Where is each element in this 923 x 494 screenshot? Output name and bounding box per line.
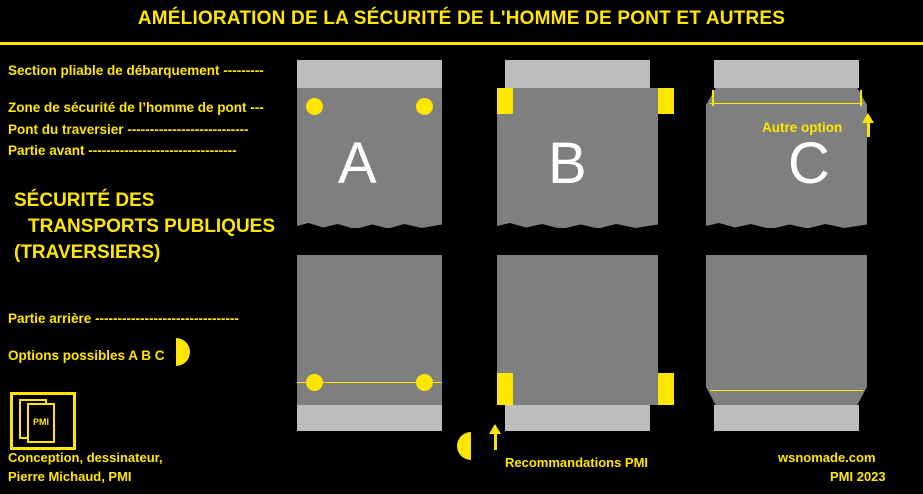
ferry-c-ramp-rear: [714, 405, 859, 431]
headline-line-1: SÉCURITÉ DES: [14, 190, 155, 211]
headline-block: [14, 188, 294, 266]
ferry-b-half-disc-icon: [457, 432, 471, 460]
other-option-arrow-stem: [867, 121, 870, 137]
headline-line-2: TRANSPORTS PUBLIQUES: [28, 216, 276, 237]
label-rear-part: Partie arrière --------------------------------: [8, 311, 239, 326]
footer-site: wsnomade.com: [778, 450, 876, 465]
recommendations-label: Recommandations PMI: [505, 455, 649, 470]
title-divider: [0, 42, 923, 45]
ferry-b-safety-bar-br: [658, 373, 674, 405]
footer-year: PMI 2023: [830, 469, 886, 484]
ferry-b-letter: B: [548, 131, 587, 196]
ferry-c-edge-tick-right: [860, 90, 862, 106]
logo-mark-text: PMI: [33, 417, 50, 427]
ferry-a-ramp-front: [297, 60, 442, 88]
ferry-b-safety-bar-bl: [497, 373, 513, 405]
page-title: AMÉLIORATION DE LA SÉCURITÉ DE L'HOMME DE PONT ET AUTRES: [137, 8, 786, 29]
label-ferry-deck: Pont du traversier ---------------------------: [8, 122, 249, 137]
ferry-c-letter: C: [788, 131, 830, 196]
ferry-c-deck-front: [706, 88, 867, 228]
ferry-b-ramp-rear: [505, 405, 650, 431]
ferry-c-edge-tick-left: [712, 90, 714, 106]
ferry-a-ramp-rear: [297, 405, 442, 431]
half-disc-icon: [176, 338, 190, 366]
ferry-b-safety-bar-tr: [658, 88, 674, 114]
credit-line-2: Pierre Michaud, PMI: [8, 469, 132, 484]
ferry-a-guideline: [297, 382, 442, 383]
ferry-b-ramp-front: [505, 60, 650, 88]
other-option-label: Autre option: [762, 120, 843, 135]
ferry-b-safety-bar-tl: [497, 88, 513, 114]
ferry-a-safety-dot-tl: [306, 98, 323, 115]
ferry-a-letter: A: [338, 131, 377, 196]
ferry-b-arrow-stem: [494, 432, 497, 450]
label-folding-section: Section pliable de débarquement ---------: [8, 63, 264, 78]
label-safety-zone: Zone de sécurité de l’homme de pont ---: [8, 100, 264, 115]
ferry-c-guideline-top: [710, 103, 863, 104]
ferry-c-guideline-bottom: [710, 390, 863, 391]
ferry-c-deck-rear: [706, 255, 867, 405]
pmi-logo: [10, 392, 76, 450]
ferry-a-safety-dot-tr: [416, 98, 433, 115]
credit-line-1: Conception, dessinateur,: [8, 450, 163, 465]
ferry-c-ramp-front: [714, 60, 859, 88]
headline-line-3: (TRAVERSIERS): [14, 242, 161, 263]
label-front-part: Partie avant ---------------------------------: [8, 143, 237, 158]
ferry-b-deck-rear: [497, 255, 658, 405]
label-options-possible: Options possibles A B C: [8, 348, 165, 363]
